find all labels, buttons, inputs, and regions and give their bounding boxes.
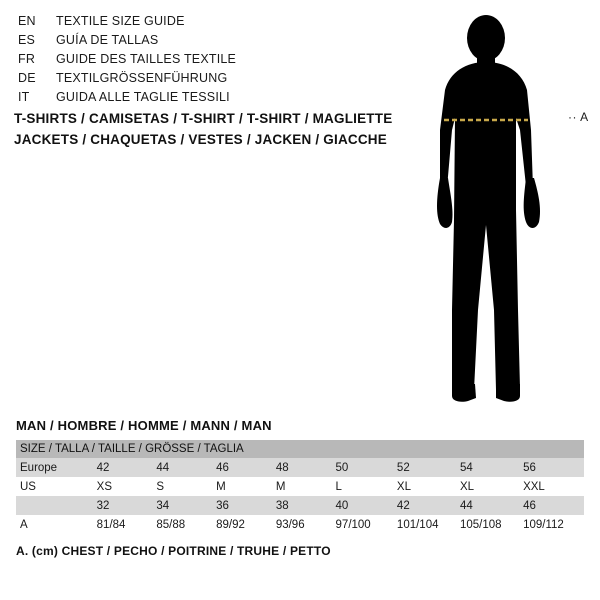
cell-us-7: XL <box>458 477 521 496</box>
cell-a-5: 97/100 <box>334 515 395 534</box>
legend-row <box>18 90 378 109</box>
garment-categories <box>14 108 414 150</box>
size-table <box>16 440 584 534</box>
cell-europe-2: 44 <box>154 458 214 477</box>
cell-numeric-8: 46 <box>521 496 584 515</box>
table-header-row <box>16 440 584 458</box>
cell-a-4: 93/96 <box>274 515 334 534</box>
marker-dots: ·· <box>568 110 577 124</box>
table-header-label: SIZE / TALLA / TAILLE / GRÖSSE / TAGLIA <box>16 440 584 458</box>
legend-language-text: TEXTILGRÖSSENFÜHRUNG <box>56 71 228 85</box>
silhouette-icon <box>400 10 600 410</box>
cell-a-6: 101/104 <box>395 515 458 534</box>
cell-us-8: XXL <box>521 477 584 496</box>
legend-language-code: EN <box>18 14 36 28</box>
cell-us-5: L <box>334 477 395 496</box>
cell-europe-4: 48 <box>274 458 334 477</box>
legend-language-text: TEXTILE SIZE GUIDE <box>56 14 185 28</box>
cell-us-2: S <box>154 477 214 496</box>
table-row <box>16 515 584 534</box>
legend-language-text: GUIDE DES TAILLES TEXTILE <box>56 52 237 66</box>
cell-a-7: 105/108 <box>458 515 521 534</box>
cell-numeric-4: 38 <box>274 496 334 515</box>
language-legend <box>18 14 378 109</box>
cell-a-2: 85/88 <box>154 515 214 534</box>
table-row <box>16 477 584 496</box>
cell-numeric-1: 32 <box>95 496 155 515</box>
cell-numeric-5: 40 <box>334 496 395 515</box>
marker-letter: A <box>580 110 589 124</box>
legend-row <box>18 33 378 52</box>
cell-us-3: M <box>214 477 274 496</box>
cell-europe-6: 52 <box>395 458 458 477</box>
category-jackets: JACKETS / CHAQUETAS / VESTES / JACKEN / GIACCHE <box>14 132 387 147</box>
cell-numeric-6: 42 <box>395 496 458 515</box>
cell-europe-7: 54 <box>458 458 521 477</box>
male-silhouette-figure <box>400 10 600 410</box>
cell-a-1: 81/84 <box>95 515 155 534</box>
cell-numeric-2: 34 <box>154 496 214 515</box>
legend-language-code: ES <box>18 33 36 47</box>
legend-row <box>18 71 378 90</box>
cell-europe-3: 46 <box>214 458 274 477</box>
row-label-a: A <box>16 515 95 534</box>
legend-row <box>18 52 378 71</box>
cell-europe-5: 50 <box>334 458 395 477</box>
cell-a-8: 109/112 <box>521 515 584 534</box>
legend-language-code: IT <box>18 90 30 104</box>
legend-row <box>18 14 378 33</box>
chest-measure-marker-label <box>568 110 589 124</box>
table-row <box>16 458 584 477</box>
cell-a-3: 89/92 <box>214 515 274 534</box>
cell-us-6: XL <box>395 477 458 496</box>
cell-numeric-3: 36 <box>214 496 274 515</box>
row-label-us: US <box>16 477 95 496</box>
measurement-footnote: A. (cm) CHEST / PECHO / POITRINE / TRUHE / PETTO <box>16 544 331 558</box>
table-title: MAN / HOMBRE / HOMME / MANN / MAN <box>16 418 272 433</box>
legend-language-text: GUIDA ALLE TAGLIE TESSILI <box>56 90 230 104</box>
category-tshirts: T-SHIRTS / CAMISETAS / T-SHIRT / T-SHIRT / MAGLIETTE <box>14 111 393 126</box>
table-row <box>16 496 584 515</box>
legend-language-code: FR <box>18 52 36 66</box>
row-label-numeric <box>16 496 95 515</box>
legend-language-text: GUÍA DE TALLAS <box>56 33 159 47</box>
row-label-europe: Europe <box>16 458 95 477</box>
legend-language-code: DE <box>18 71 36 85</box>
cell-us-1: XS <box>95 477 155 496</box>
cell-numeric-7: 44 <box>458 496 521 515</box>
cell-us-4: M <box>274 477 334 496</box>
cell-europe-8: 56 <box>521 458 584 477</box>
cell-europe-1: 42 <box>95 458 155 477</box>
